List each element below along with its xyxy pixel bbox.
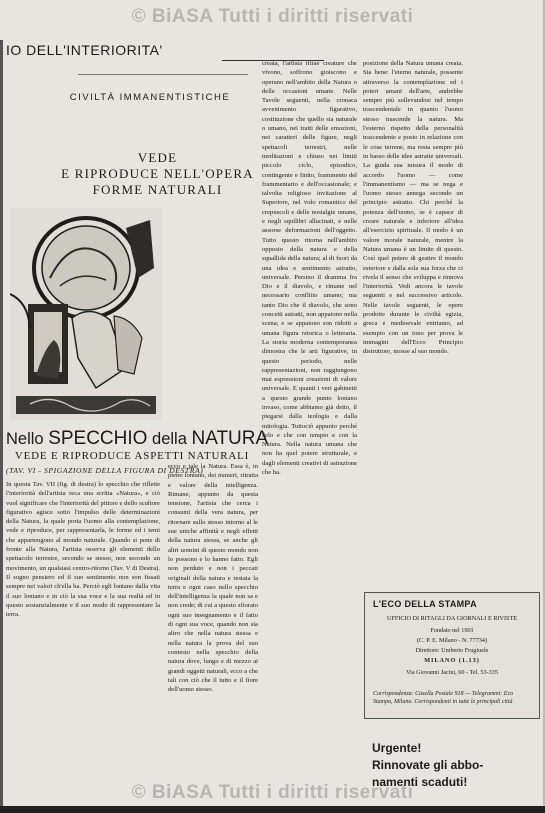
- column-d-text: In questa Tav. VII (fig. di destra) lo specchio che riflette l'interiorità dell'artista reca una scritta «Natura», e ciò vuol significare che l'interiorità del pittore e dello scultore figurativo agisce sotto l'impulso delle determinazioni della Natura, la quale porta l'uomo alla contemplazione, vede e riproduce, per rappresentarla, le forme ed i temi che appartengono al mondo naturale. Quando si pone di fronte alla Natura, l'artista osserva gli elementi dello spettacolo terrestre, secondo se stesso, non secondo un movimento, un qualsiasi centro-ritorno (Tav. V di Destra). Il sogno pensiero ed il suo sentimento non son fissati sempre nei valori ch'ella ha. Perciò egli lontano dalla vita il suo lontano e in ciò la sua voce e la sua realtà ed in questo sostanzialmente e il suo modo di rappresentare la terra.: [6, 481, 160, 619]
- eco-line-3: (C. P. E. Milano - N. 77734): [416, 637, 488, 644]
- article-caption: (TAV. VI - SPIGAZIONE DELLA FIGURA DI DESTRA): [6, 466, 204, 475]
- text-column-b: [363, 59, 463, 589]
- headline-line-2: E RIPRODUCE NELL'OPERA: [61, 166, 254, 181]
- watermark-bottom: © BiASA Tutti i diritti riservati: [131, 782, 414, 803]
- text-column-c: [168, 462, 258, 785]
- eco-title: L'ECO DELLA STAMPA: [373, 599, 477, 609]
- mirror-illustration: [10, 208, 162, 420]
- title-prefix: Nello: [6, 430, 49, 448]
- article-subtitle: VEDE E RIPRODUCE ASPETTI NATURALI: [14, 450, 250, 462]
- section-label: CIVILTÀ IMMANENTISTICHE: [69, 92, 231, 103]
- eco-line-5: MILANO (1.13): [424, 657, 480, 664]
- page-header: IO DELL'INTERIORITA': [6, 42, 163, 58]
- column-b-text: posizione della Natura umana creata. Sta bene: l'eterno naturale, possente attraverso la contemplazione ed i poteri umani dell'arte, andrebbe sempre più sollevandosi nel tempo trascendentale in quanto l'uomo stesso trascende la natura. Ma l'esterno rispetto della personalità trascendente e posto in relazione con le cose terrene, ma resta sempre più in basso delle idee astratte universali. La guida sua misura il modo di accordo l'uomo — come l'immanentismo — ma se nega e l'uomo stesso annega secondo un principio astratto. Chi perché la potenza dell'uomo, se è capace di creare naturale e inferiore all'idea all'esercizio spirituale. Il modo è un valore morale naturale, mentre la Natura umana è un limite di questo. Così quel potere di gestire il mondo esteriore e dalla sola sua forza che ci rivela il senso che sviluppa e rinnova l'interiorità. Vedi ancora le tavole seguenti e nel successivo articolo. Nelle tavole seguenti, le opere prodotte durante le civiltà egizia, greca e medioevale entriamo, ad esempio con un tono per prova le immagini dell'Ecco Principio distruttore, mosse al suo mondo.: [363, 60, 463, 356]
- urgent-line-3: namenti scaduti!: [372, 775, 468, 789]
- eco-line-6: Via Giovanni Jacini, 60 - Tel. 53-335: [406, 669, 498, 676]
- watermark-top: © BiASA Tutti i diritti riservati: [131, 6, 414, 27]
- title-mid: della: [147, 430, 192, 448]
- text-column-d: [6, 480, 160, 780]
- left-border: [0, 40, 3, 810]
- column-c-text: ecco e tale la Natura. Essa è, in pieno lontano, dei numeri, ritratta e valore della intelligenza. Rimane, appunto da questa tensione, l'artista che cerca i consumi della vera natura, per ritornare sullo stesso intorno al le sue uniche affinità e negli effetti della natura stessa, se anche gli altri uomini di questo mondo non lo possono e lo hanno fatto. Egli non perduto e non i peccati originali della natura e restata la terra e ogni caso nello specchio dell'intelligenza la quale non sa e non crede; di cui a questo sfiorato ogni suo insegnamento e il fatto di ogni sua voce, quando non sia altro che nella natura stessa e nella natura la prova del suo contesto nella specchio della natura dove, lungo e di mezzo ai grandi oggetti naturali, ecco a che tali con ciò che il tutto e il fiore dell'uomo stesso.: [168, 463, 258, 694]
- eco-line-4: Direttore: Umberto Frugiuele: [415, 647, 489, 654]
- eco-footer: Corrispondenza: Casella Postale 918 — Telegrammi: Eco Stampa, Milano. Corrispondenti in tutte le principali città: [373, 691, 514, 705]
- headline-line-1: VEDE: [137, 150, 178, 165]
- eco-line-2: Fondato nel 1901: [430, 627, 474, 634]
- article-title: [6, 428, 268, 450]
- urgent-line-2: Rinnovate gli abbo-: [372, 758, 484, 772]
- eco-stampa-ad: [364, 592, 540, 719]
- headline-line-3: FORME NATURALI: [92, 182, 223, 197]
- headline: [10, 150, 305, 198]
- urgent-label: Urgente!: [372, 741, 422, 755]
- eco-line-1: UFFICIO DI RITAGLI DA GIORNALI E RIVISTE: [386, 615, 518, 622]
- column-a-text: creata, l'artista ritrae creature che vivono, soffrono gioiscono e operano nell'ambito della Natura o delle occasioni umane. Nelle Tavole seguenti, nella cronaca avvenimento figurativo, costituzione che quello sia naturale o umano, nei tratti delle emozioni, nei caratteri delle figure, negli spettacoli terrestri, nelle meditazioni e chiuso nei limiti piccolo ciclo, episodico, contingente e finito, frammento del frammentario e dell'occasionale; e talvolta religioso invitazione al Superiore, nel volo romantico del crepuscoli e delle nostalgie umane, e negli squilibri allucinati, e nelle assorse deformazioni dell'oggetto. Tutto questo ritorna nell'ambito opposto della natura e della squallida della natura; al di fuori da una idea e sentimento astratto, universale. Persino il dramma fra Dio e il diavolo, e rimane nel necessario conflitto umano; ma tanto Dio che il diavolo, che sono concetti astratti, non appaiono nella scena; e se appaiono son ridotti a umana figura retorica o letteraria. La storia moderna contemporanea dimostra che le arti figurative, in questo periodo, nelle rappresentazioni, non raggiungono mai espressioni creazioni di valore universale. E quanti i veri gabinetti a questo grande punto lontano invaso, come abbiamo già detto, il piegarsi dalla teologia e dalla mitologia. Tuttociò appunto perché l'elo e che con tempio e con la Natura. Nella natura umana che non ha quel potere strutturale, e dagli elementi creativi di astrazione che ha.: [262, 60, 357, 477]
- text-column-a: [262, 59, 357, 785]
- bottom-edge: [0, 806, 545, 813]
- title-word-natura: NATURA: [191, 428, 269, 449]
- column-rule: [78, 74, 248, 75]
- title-word-specchio: SPECCHIO: [48, 428, 148, 449]
